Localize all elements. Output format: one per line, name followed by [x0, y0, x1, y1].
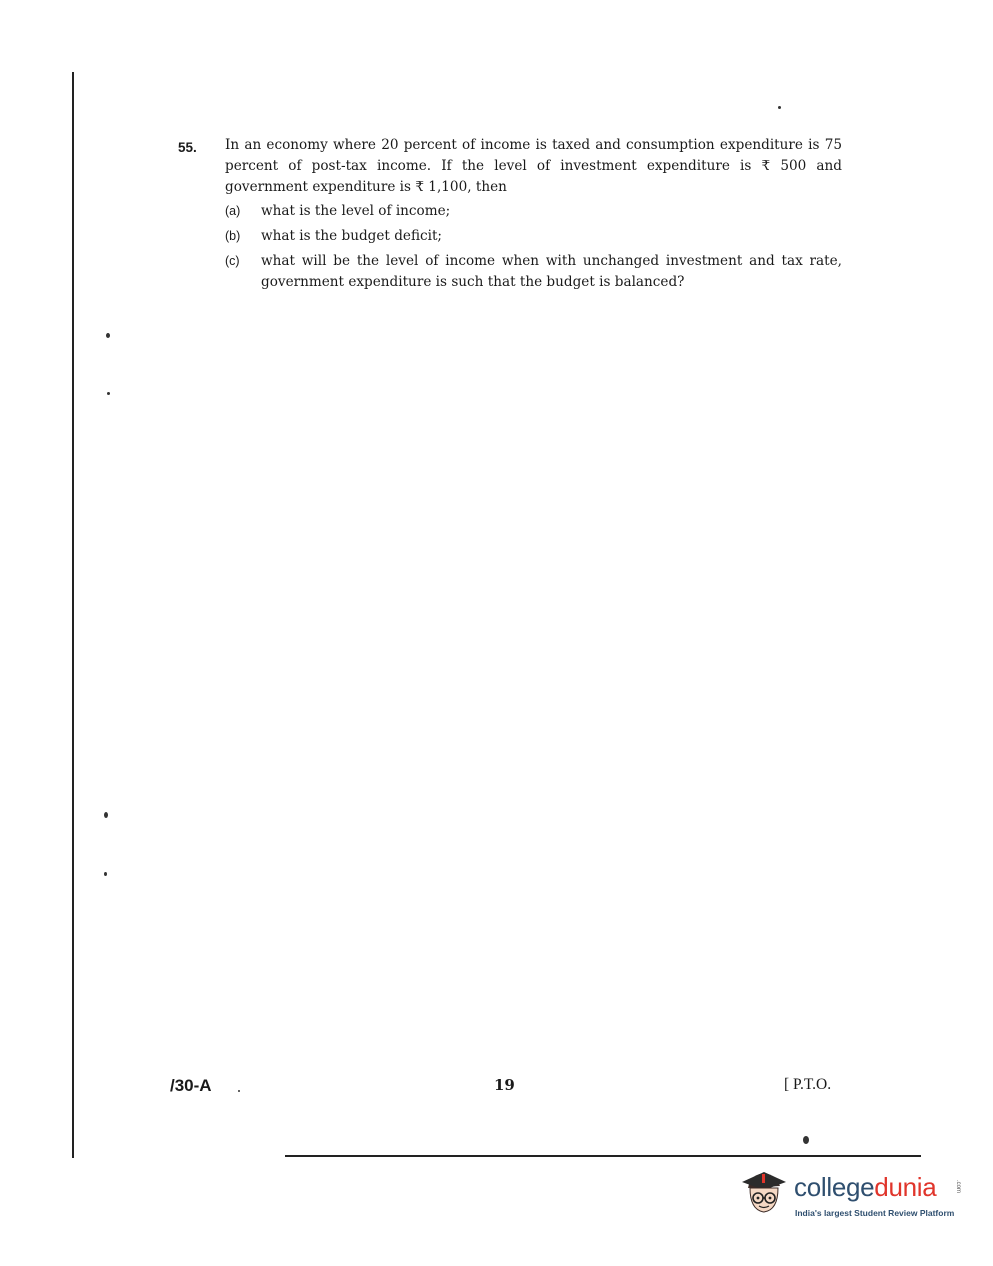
bottom-rule [285, 1155, 921, 1157]
part-label: (c) [225, 254, 240, 268]
question-stem: In an economy where 20 percent of income is taxed and consumption expenditure is 75 percent of post-tax income. If the level of investment expenditure is ₹ 500 and government expenditure is ₹ 1,100, then [225, 137, 842, 195]
left-margin-rule [72, 72, 74, 1158]
part-text: what is the level of income; [261, 203, 451, 219]
scan-speck [104, 872, 107, 876]
logo-word-college: college [794, 1172, 875, 1202]
part-text: what is the budget deficit; [261, 228, 443, 244]
collegedunia-logo [736, 1166, 966, 1222]
question-55 [178, 135, 842, 297]
page-number: 19 [494, 1076, 515, 1094]
question-part [225, 201, 842, 222]
question-number: 55. [178, 140, 197, 155]
mascot-icon [736, 1166, 792, 1222]
part-label: (a) [225, 204, 241, 218]
scan-speck [104, 812, 108, 818]
logo-word-dunia: dunia [874, 1172, 937, 1202]
question-part [225, 251, 842, 293]
question-part [225, 226, 842, 247]
part-text: what will be the level of income when with unchanged investment and tax rate, government expenditure is such that the budget is balanced? [261, 253, 842, 290]
logo-com: .com [955, 1180, 961, 1194]
question-parts [225, 201, 842, 293]
logo-wordmark [794, 1172, 936, 1203]
scan-speck [803, 1136, 809, 1144]
scan-speck [778, 106, 781, 109]
scan-speck [238, 1090, 240, 1092]
scan-speck [106, 333, 110, 338]
please-turn-over: [ P.T.O. [784, 1076, 832, 1093]
scan-speck [107, 392, 110, 395]
logo-tagline: India's largest Student Review Platform [795, 1208, 955, 1218]
part-label: (b) [225, 229, 241, 243]
paper-code: /30-A [170, 1076, 212, 1095]
